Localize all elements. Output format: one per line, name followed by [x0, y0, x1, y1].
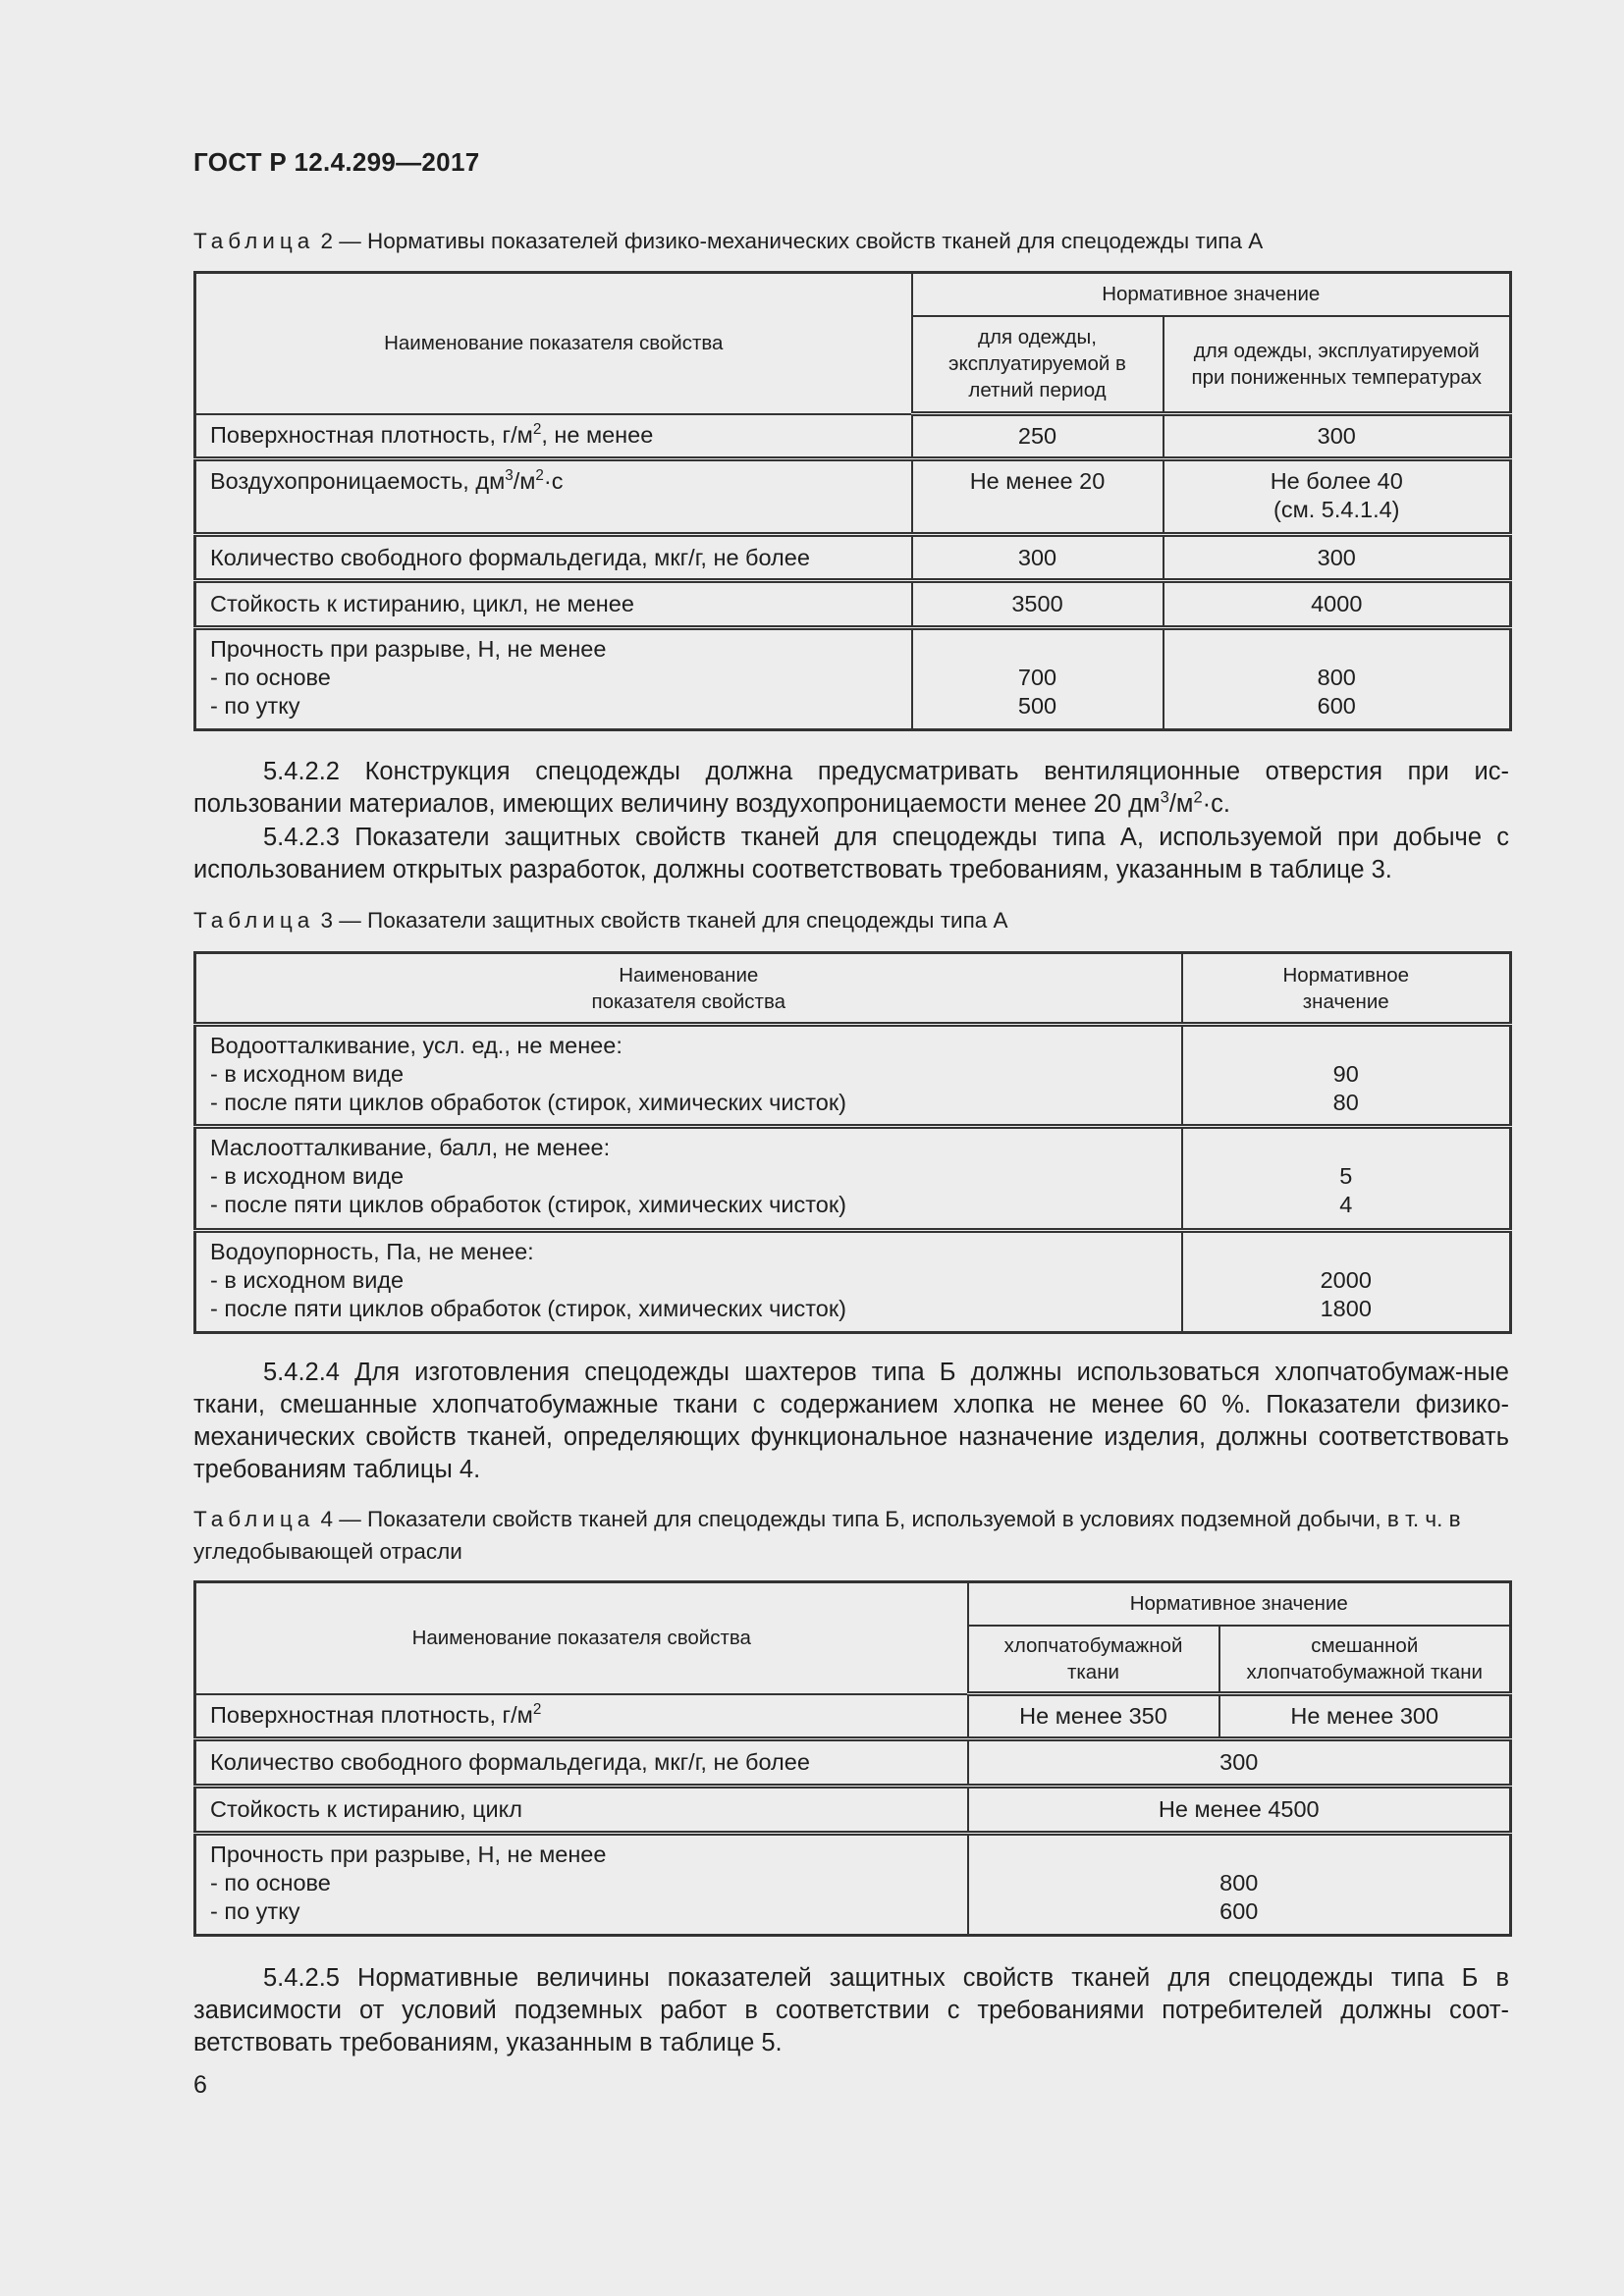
table2-row5-v1: 700 500 — [912, 628, 1164, 730]
page-number: 6 — [193, 2071, 207, 2099]
table4-row2-value: 300 — [968, 1739, 1511, 1787]
table2-row2-v1: Не менее 20 — [912, 459, 1164, 535]
table2-row5-v2: 800 600 — [1164, 628, 1511, 730]
table4 — [193, 1580, 1512, 1937]
table2-row4-v1: 3500 — [912, 581, 1164, 628]
table2-row3-name: Количество свободного формальдегида, мкг/г, не более — [195, 535, 912, 581]
table4-header-name: Наименование показателя свойства — [195, 1582, 968, 1694]
table2 — [193, 271, 1512, 731]
table4-caption-text: 4 — Показатели свойств тканей для спецодежды типа Б, используемой в условиях подземной добычи, в т. ч. в угледобывающей отрасли — [193, 1507, 1461, 1564]
table3-row2-values: 5 4 — [1182, 1127, 1511, 1231]
table-row — [195, 1127, 1511, 1231]
table4-row2-name: Количество свободного формальдегида, мкг/г, не более — [195, 1739, 968, 1787]
table4-row3-value: Не менее 4500 — [968, 1787, 1511, 1834]
table2-row5-name: Прочность при разрыве, Н, не менее - по основе - по утку — [195, 628, 912, 730]
table2-row3-v2: 300 — [1164, 535, 1511, 581]
table-row — [195, 1025, 1511, 1127]
table3-caption-text: 3 — Показатели защитных свойств тканей для спецодежды типа А — [320, 908, 1008, 933]
paragraph-5-4-2-5: 5.4.2.5 Нормативные величины показателей защитных свойств тканей для спецодежды типа Б в зависимости от условий подземных работ в соответствии с требованиями потребителей должны соот-ветствовать требованиям, указанным в таблице 5. — [193, 1964, 1509, 2056]
table2-row2-v2: Не более 40 (см. 5.4.1.4) — [1164, 459, 1511, 535]
table2-row1-name: Поверхностная плотность, $г/м^2$, не менее — [195, 414, 912, 459]
table-row — [195, 535, 1511, 581]
table-row — [195, 1694, 1511, 1739]
table-row — [195, 414, 1511, 459]
document-header: ГОСТ Р 12.4.299—2017 — [193, 147, 480, 177]
table4-row1-v1: Не менее 350 — [968, 1694, 1219, 1739]
table2-caption-text: 2 — Нормативы показателей физико-механических свойств тканей для спецодежды типа А — [320, 229, 1264, 253]
table4-row3-name: Стойкость к истиранию, цикл — [195, 1787, 968, 1834]
table-row — [195, 1231, 1511, 1333]
table3-row1-name: Водоотталкивание, усл. ед., не менее: - в исходном виде - после пяти циклов обработок (стирок, химических чисток) — [195, 1025, 1182, 1127]
table4-header-col1: хлопчатобумажной ткани — [968, 1626, 1219, 1694]
table3-row2-name: Маслоотталкивание, балл, не менее: - в исходном виде - после пяти циклов обработок (стирок, химических чисток) — [195, 1127, 1182, 1231]
table2-header-norm: Нормативное значение — [912, 273, 1511, 316]
table4-row4-name: Прочность при разрыве, Н, не менее - по основе - по утку — [195, 1834, 968, 1936]
table2-row4-v2: 4000 — [1164, 581, 1511, 628]
table3-row3-name: Водоупорность, Па, не менее: - в исходном виде - после пяти циклов обработок (стирок, химических чисток) — [195, 1231, 1182, 1333]
paragraph-5-4-2-3: 5.4.2.3 Показатели защитных свойств тканей для спецодежды типа А, используемой при добыче с использованием открытых разработок, должны соответствовать требованиям, указанным в таблице 3. — [193, 824, 1509, 883]
table-row — [195, 459, 1511, 535]
table2-row4-name: Стойкость к истиранию, цикл, не менее — [195, 581, 912, 628]
table3-header-norm: Нормативное значение — [1182, 953, 1511, 1025]
table4-row1-v2: Не менее 300 — [1219, 1694, 1511, 1739]
table-row — [195, 628, 1511, 730]
table2-header-name: Наименование показателя свойства — [195, 273, 912, 414]
table-row — [195, 1787, 1511, 1834]
table2-row2-name: Воздухопроницаемость, $дм^3/м^2\cdot с$ — [195, 459, 912, 535]
table-row — [195, 1834, 1511, 1936]
table2-row1-v2: 300 — [1164, 414, 1511, 459]
table4-header-col2: смешанной хлопчатобумажной ткани — [1219, 1626, 1511, 1694]
table2-caption-word: Таблица — [193, 229, 315, 253]
paragraph-5-4-2-2: 5.4.2.2 Конструкция спецодежды должна предусматривать вентиляционные отверстия при ис-пользовании материалов, имеющих величину воздухопроницаемости менее 20 $дм^3/м^2\cdot с$. — [193, 758, 1509, 818]
table2-header-col1: для одежды, эксплуатируемой в летний период — [912, 316, 1164, 414]
table-row — [195, 581, 1511, 628]
table3-caption-word: Таблица — [193, 908, 315, 933]
table3-header-name: Наименование показателя свойства — [195, 953, 1182, 1025]
table2-row1-v1: 250 — [912, 414, 1164, 459]
table2-header-col2: для одежды, эксплуатируемой при пониженных температурах — [1164, 316, 1511, 414]
table4-header-norm: Нормативное значение — [968, 1582, 1511, 1626]
paragraph-5-4-2-4: 5.4.2.4 Для изготовления спецодежды шахтеров типа Б должны использоваться хлопчатобумаж-ные ткани, смешанные хлопчатобумажные ткани с содержанием хлопка не менее 60 %. Показатели физико-механических свойств тканей, определяющих функциональное назначение изделия, должны соответствовать требованиям таблицы 4. — [193, 1359, 1509, 1483]
table3-row1-values: 90 80 — [1182, 1025, 1511, 1127]
table4-caption — [193, 1503, 1509, 1568]
table4-row1-name: Поверхностная плотность, $г/м^2$ — [195, 1694, 968, 1739]
table3-row3-values: 2000 1800 — [1182, 1231, 1511, 1333]
table3 — [193, 951, 1512, 1334]
table2-caption — [193, 225, 1509, 257]
table4-row4-values: 800 600 — [968, 1834, 1511, 1936]
table-row — [195, 1739, 1511, 1787]
table3-caption — [193, 904, 1509, 936]
table2-row3-v1: 300 — [912, 535, 1164, 581]
table4-caption-word: Таблица — [193, 1507, 315, 1531]
